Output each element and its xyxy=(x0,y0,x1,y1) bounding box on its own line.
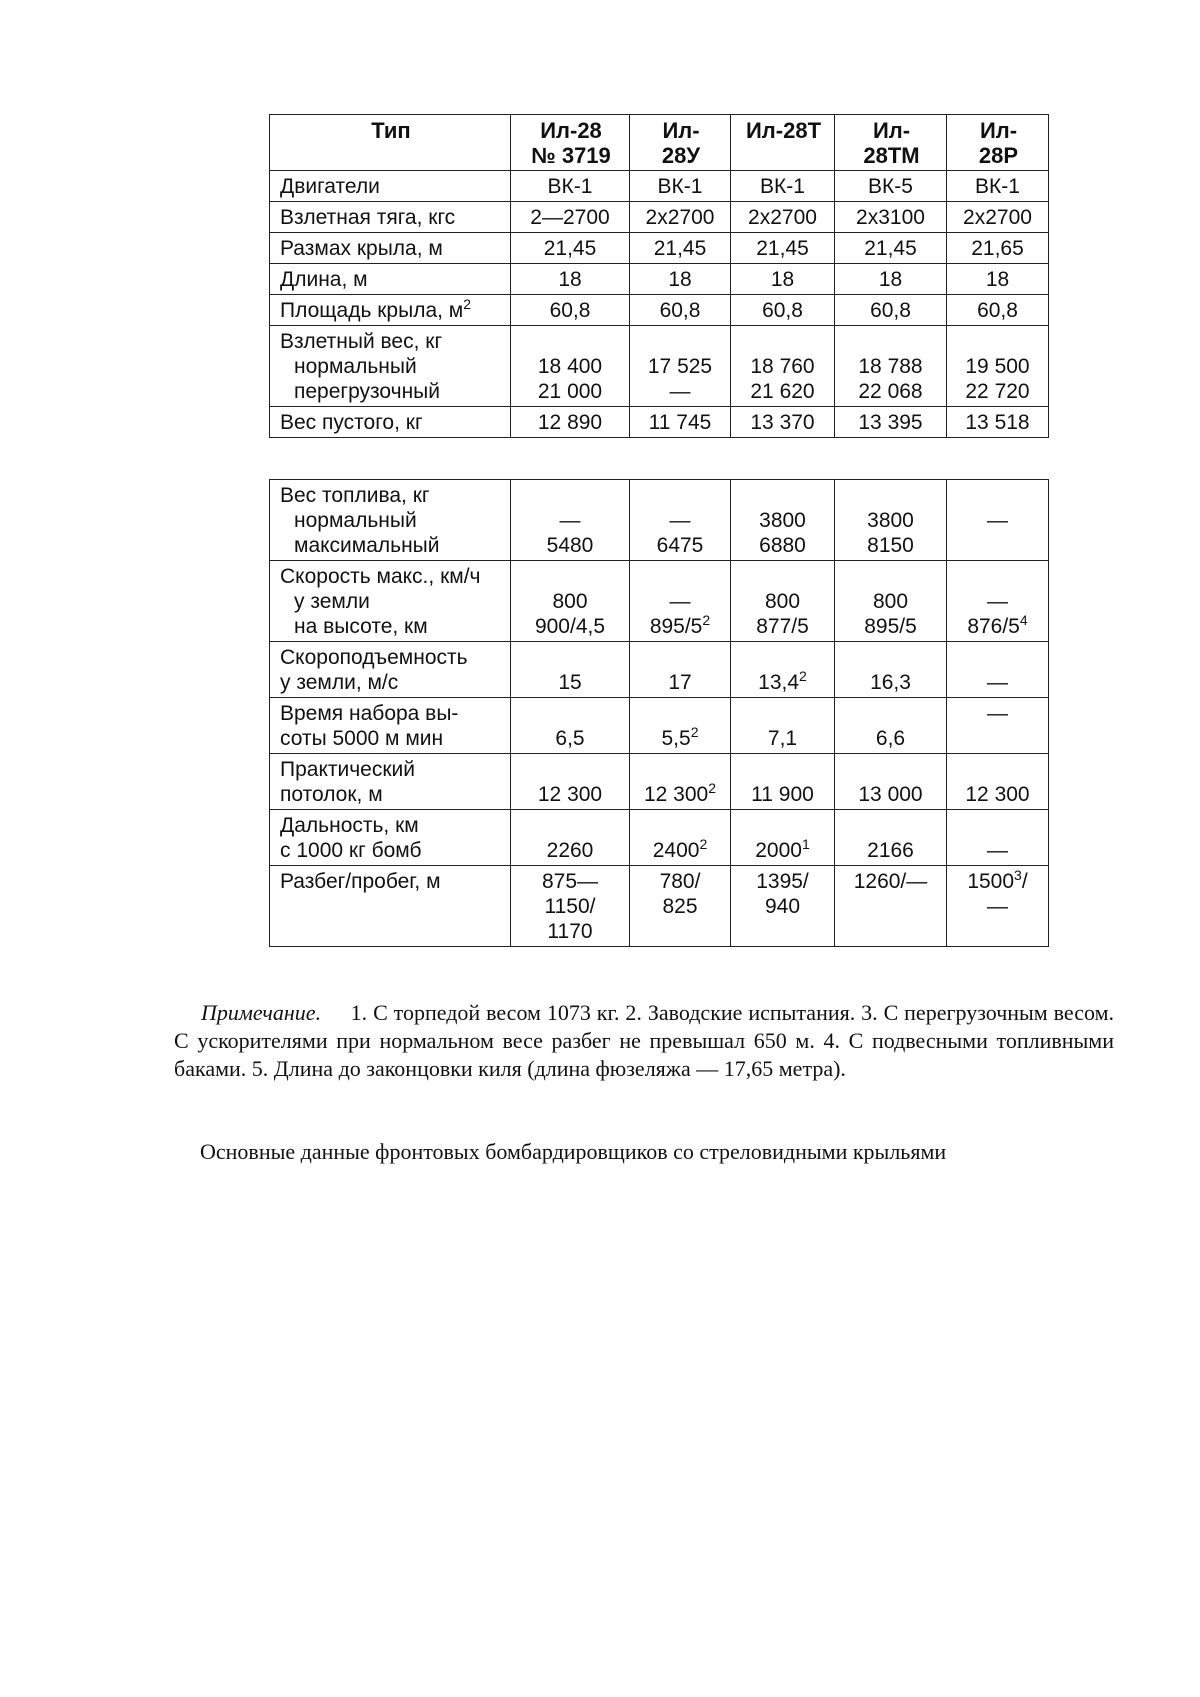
table-cell: 18 760 21 620 xyxy=(731,326,835,407)
row-label: Скороподъемность у земли, м/с xyxy=(270,642,511,698)
table-cell: 18 xyxy=(731,264,835,295)
header-il28tm: Ил- 28ТМ xyxy=(835,115,947,171)
table-row-ceiling xyxy=(270,754,1049,810)
header-il28-3719: Ил-28 № 3719 xyxy=(511,115,630,171)
table-cell: 60,8 xyxy=(835,295,947,326)
table-cell: 12 $300^2$ xyxy=(630,754,731,810)
footnote-text: 1. С торпедой весом 1073 кг. 2. Заводские испытания. 3. С перегрузочным весом. С ускорителями при нормальном весе разбег не превышал 650 м. 4. С подвесными топливными баками. 5. Длина до законцовки киля (длина фюзеляжа — 17,65 метра). xyxy=(174,1000,1114,1081)
table-cell: 12 300 xyxy=(511,754,630,810)
table-cell: 2х2700 xyxy=(731,202,835,233)
table-cell: 18 xyxy=(630,264,731,295)
table-cell: 13 518 xyxy=(947,407,1049,438)
table-cell: 60,8 xyxy=(630,295,731,326)
table-cell: 16,3 xyxy=(835,642,947,698)
table-cell: 21,45 xyxy=(835,233,947,264)
table-cell: 13 370 xyxy=(731,407,835,438)
table-row-thrust xyxy=(270,202,1049,233)
table-row-wing-area xyxy=(270,295,1049,326)
table-cell: 13 395 xyxy=(835,407,947,438)
table-cell: 21,45 xyxy=(511,233,630,264)
table-cell: ВК-1 xyxy=(947,171,1049,202)
table-cell: 1395/ 940 xyxy=(731,866,835,947)
row-label: Площадь крыла, $м^2$ xyxy=(270,295,511,326)
table-cell: ВК-5 xyxy=(835,171,947,202)
row-label: Скорость макс., км/ч у земли на высоте, км xyxy=(270,561,511,642)
table-cell: ВК-1 xyxy=(630,171,731,202)
row-label: Взлетная тяга, кгс xyxy=(270,202,511,233)
table-cell: 13 000 xyxy=(835,754,947,810)
table-cell: 2х2700 xyxy=(947,202,1049,233)
table-caption: Основные данные фронтовых бомбардировщиков со стреловидными крыльями xyxy=(200,1139,947,1164)
header-il28u: Ил- 28У xyxy=(630,115,731,171)
row-label: Длина, м xyxy=(270,264,511,295)
table-cell: 11 745 xyxy=(630,407,731,438)
table-cell: 60,8 xyxy=(511,295,630,326)
table-cell: 19 500 22 720 xyxy=(947,326,1049,407)
table-row-climb-time xyxy=(270,698,1049,754)
table-cell: 2400$^2$ xyxy=(630,810,731,866)
aircraft-specs-table-2 xyxy=(269,479,1049,947)
table-cell: 21,45 xyxy=(731,233,835,264)
table-cell: ВК-1 xyxy=(511,171,630,202)
table-cell: 18 788 22 068 xyxy=(835,326,947,407)
table-cell: 1500$^3$/ — xyxy=(947,866,1049,947)
table-cell: 18 xyxy=(947,264,1049,295)
table-cell: — xyxy=(947,480,1049,561)
table-cell: 875— 1150/ 1170 xyxy=(511,866,630,947)
table-cell: 15 xyxy=(511,642,630,698)
table-cell: 780/ 825 xyxy=(630,866,731,947)
table-cell: 2—2700 xyxy=(511,202,630,233)
table-cell: — 6475 xyxy=(630,480,731,561)
row-label: Вес топлива, кг нормальный максимальный xyxy=(270,480,511,561)
table-cell: 3800 6880 xyxy=(731,480,835,561)
table-cell: 12 300 xyxy=(947,754,1049,810)
row-label: Взлетный вес, кг нормальный перегрузочный xyxy=(270,326,511,407)
table-cell: — xyxy=(947,698,1049,754)
table-row-takeoff-weight xyxy=(270,326,1049,407)
table-cell: $5,5^2$ xyxy=(630,698,731,754)
table-cell: 2000$^1$ xyxy=(731,810,835,866)
table-cell: ВК-1 xyxy=(731,171,835,202)
footnote-title: Примечание. xyxy=(201,1000,322,1025)
row-label: Практический потолок, м xyxy=(270,754,511,810)
table-cell: — xyxy=(947,642,1049,698)
table-cell: 21,65 xyxy=(947,233,1049,264)
table-row-wingspan xyxy=(270,233,1049,264)
row-label: Двигатели xyxy=(270,171,511,202)
table-cell: 17 525 — xyxy=(630,326,731,407)
table-row-max-speed xyxy=(270,561,1049,642)
header-type: Тип xyxy=(270,115,511,171)
row-label: Вес пустого, кг xyxy=(270,407,511,438)
table-cell: 13,4$^2$ xyxy=(731,642,835,698)
table-row-fuel-weight xyxy=(270,480,1049,561)
table-cell: 2166 xyxy=(835,810,947,866)
table-row-range xyxy=(270,810,1049,866)
table-cell: 6,6 xyxy=(835,698,947,754)
table-row-empty-weight xyxy=(270,407,1049,438)
table-cell: — 5480 xyxy=(511,480,630,561)
table-cell: 2х2700 xyxy=(630,202,731,233)
table-cell: 18 xyxy=(835,264,947,295)
table-cell: 3800 8150 xyxy=(835,480,947,561)
table-cell: 18 xyxy=(511,264,630,295)
table-cell: 11 900 xyxy=(731,754,835,810)
footnote-paragraph xyxy=(174,999,1114,1083)
table-cell: — $895/5^2$ xyxy=(630,561,731,642)
table-cell: 800 900/4,5 xyxy=(511,561,630,642)
table-cell: 800 895/5 xyxy=(835,561,947,642)
table-row-engines xyxy=(270,171,1049,202)
table-cell: 2х3100 xyxy=(835,202,947,233)
row-label: Время набора вы- соты 5000 м мин xyxy=(270,698,511,754)
table-cell: 21,45 xyxy=(630,233,731,264)
row-label: Дальность, км с 1000 кг бомб xyxy=(270,810,511,866)
row-label: Разбег/пробег, м xyxy=(270,866,511,947)
table-row-length xyxy=(270,264,1049,295)
table-cell: 2260 xyxy=(511,810,630,866)
table-cell: 6,5 xyxy=(511,698,630,754)
header-il28r: Ил- 28Р xyxy=(947,115,1049,171)
table-cell: 60,8 xyxy=(731,295,835,326)
table-cell: 17 xyxy=(630,642,731,698)
aircraft-specs-table-1 xyxy=(269,114,1049,438)
table-cell: 12 890 xyxy=(511,407,630,438)
table-row-climb-rate xyxy=(270,642,1049,698)
table-cell: 1260/— xyxy=(835,866,947,947)
table-header-row xyxy=(270,115,1049,171)
row-label: Размах крыла, м xyxy=(270,233,511,264)
table-cell: — $876/5^4$ xyxy=(947,561,1049,642)
table-cell: — xyxy=(947,810,1049,866)
table-cell: 18 400 21 000 xyxy=(511,326,630,407)
table-cell: 60,8 xyxy=(947,295,1049,326)
table-row-takeoff-landing-run xyxy=(270,866,1049,947)
table-cell: 7,1 xyxy=(731,698,835,754)
header-il28t: Ил-28Т xyxy=(731,115,835,171)
table-cell: 800 877/5 xyxy=(731,561,835,642)
